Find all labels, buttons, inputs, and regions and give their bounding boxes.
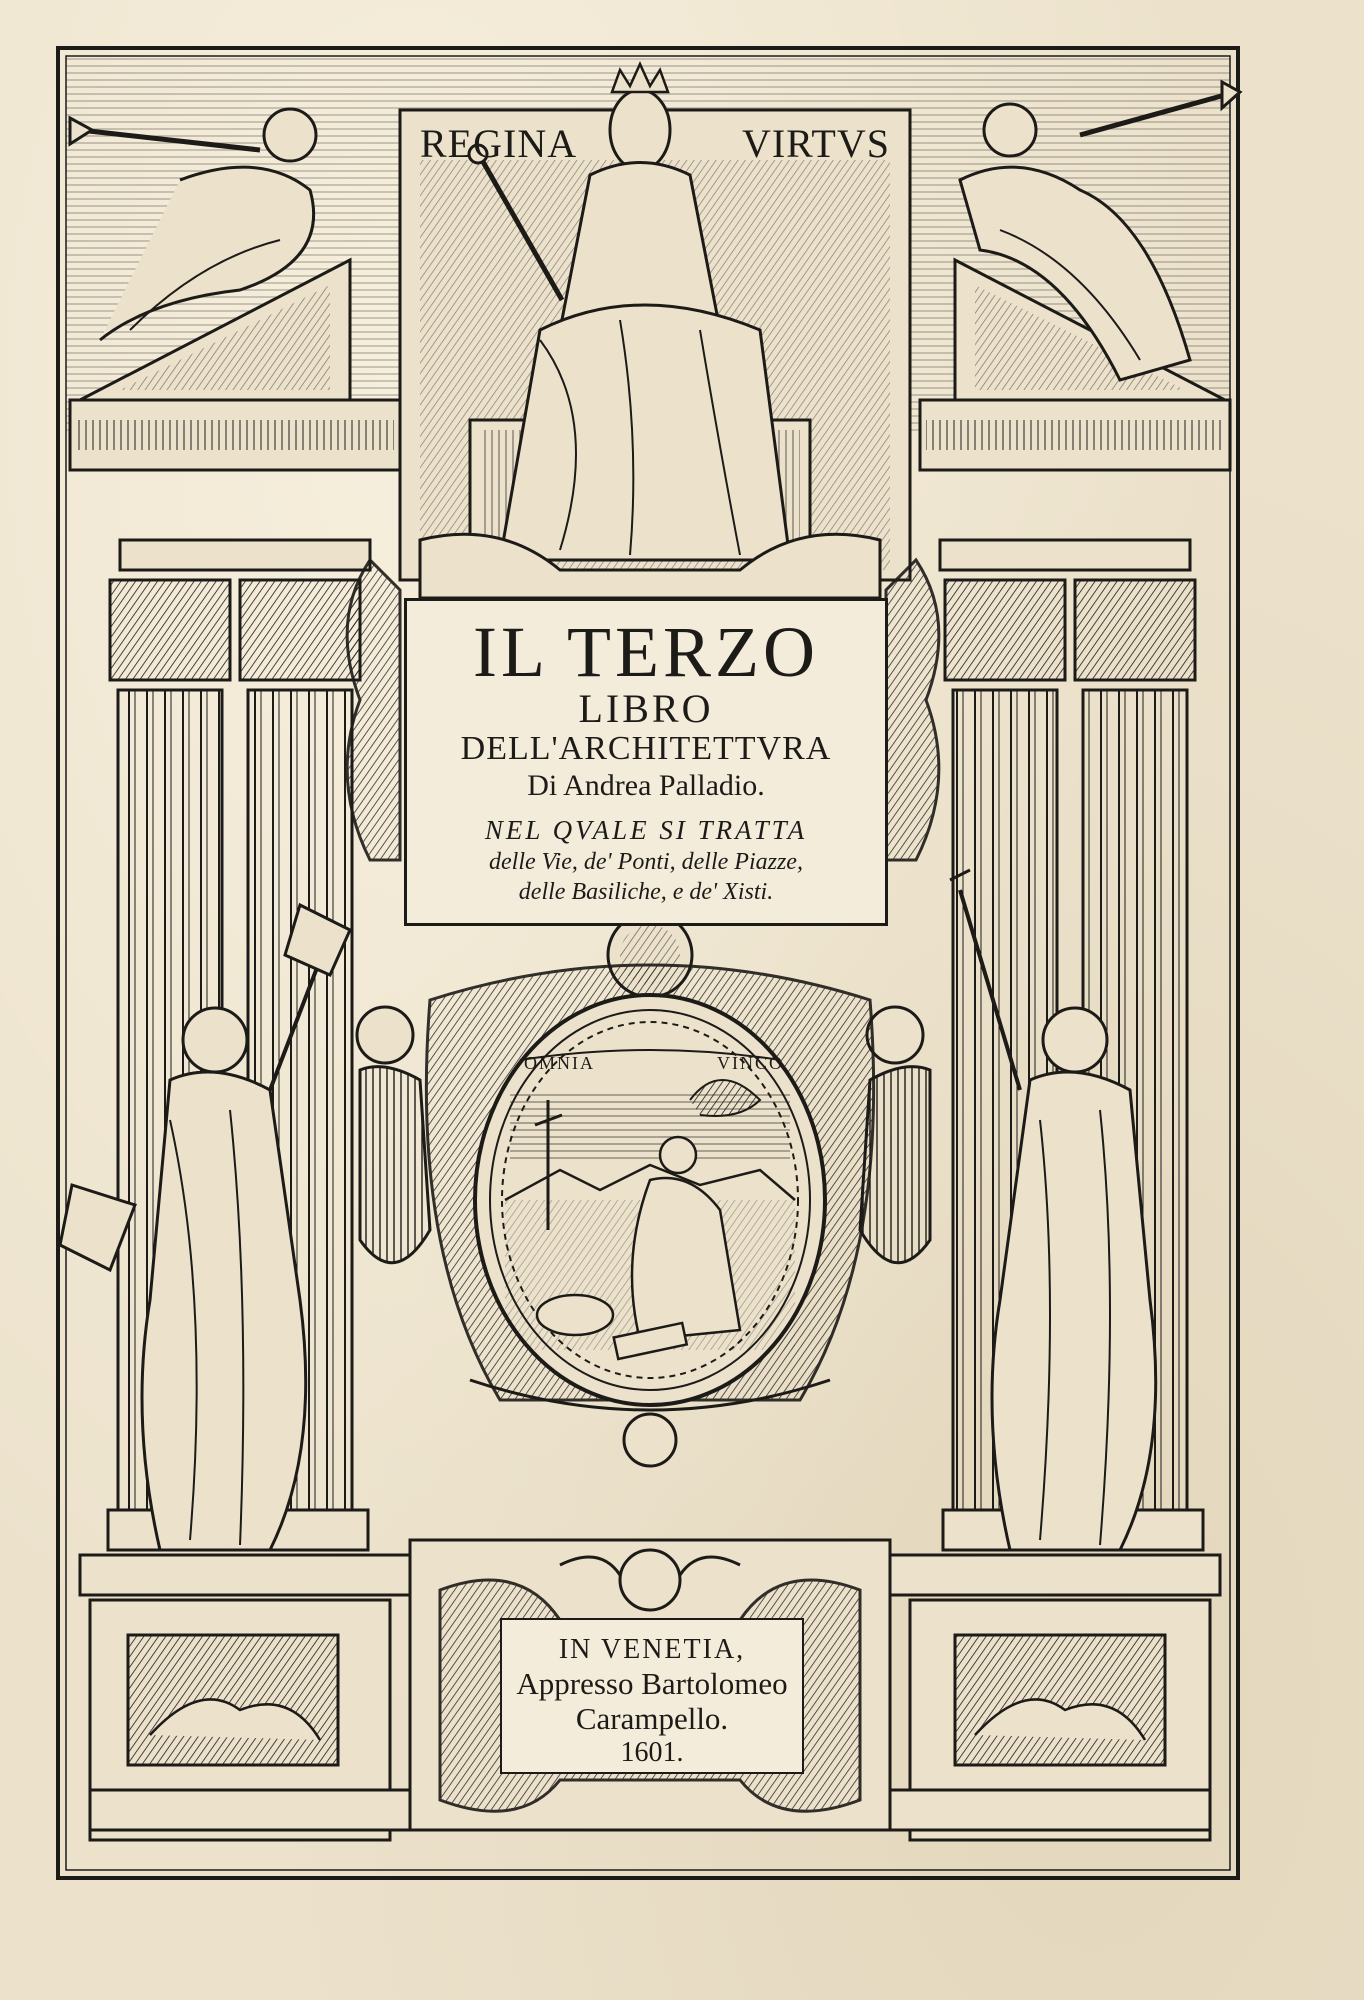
winged-head-ornament [620,1550,680,1610]
imprint-printer: Appresso Bartolomeo [516,1666,788,1701]
title-panel [404,598,888,926]
right-relief-panel [955,1635,1165,1765]
title-line-2: LIBRO [578,686,714,731]
emblem-banner [524,1053,784,1074]
imprint-panel [500,1618,804,1774]
imprint-printer-name: Carampello. [575,1701,729,1736]
motto-right: VIRTVS [741,121,890,166]
mask-ornament [624,1414,676,1466]
subtitle-line-3: delle Basiliche, e de' Xisti. [518,879,774,905]
banner-left: OMNIA [524,1053,595,1073]
left-relief-panel [128,1635,338,1765]
motto-left: REGINA [420,121,578,166]
left-herm [357,1007,430,1263]
imprint-place: IN VENETIA, [558,1634,746,1665]
subtitle-line-1: NEL QVALE SI TRATTA [484,815,808,845]
motto [420,120,890,167]
subtitle-line-2: delle Vie, de' Ponti, delle Piazze, [489,849,803,875]
emblem-medallion [426,965,873,1466]
author-line: Di Andrea Palladio. [527,769,765,802]
imprint-year: 1601. [620,1737,684,1768]
title-line-3: DELL'ARCHITETTVRA [460,730,832,767]
title-line-1: IL TERZO [473,612,819,692]
banner-right: VINCO [717,1053,784,1073]
